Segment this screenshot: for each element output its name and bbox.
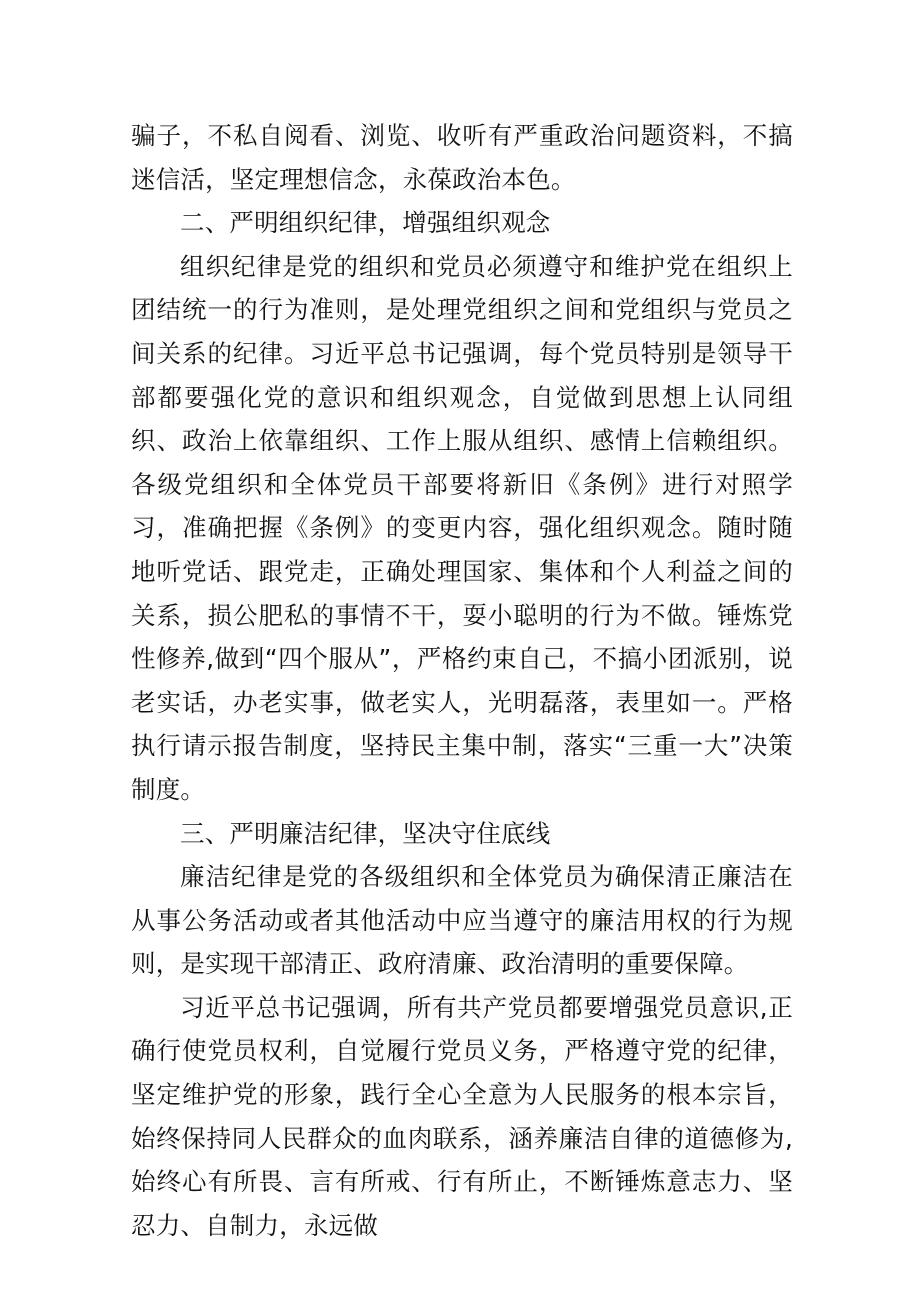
paragraph-organization-discipline: 组织纪律是党的组织和党员必须遵守和维护党在组织上团结统一的行为准则，是处理党组织之间和党组织与党员之间关系的纪律。习近平总书记强调，每个党员特别是领导干部都要强化党的意识和组织观念，自觉做到思想上认同组织、政治上依靠组织、工作上服从组织、感情上信赖组织。各级党组织和全体党员干部要将新旧《条例》进行对照学习，准确把握《条例》的变更内容，强化组织观念。随时随地听党话、跟党走，正确处理国家、集体和个人利益之间的关系，损公肥私的事情不干，耍小聪明的行为不做。锤炼党性修养,做到“四个服从”，严格约束自己，不搞小团派别，说老实话，办老实事，做老实人，光明磊落，表里如一。严格执行请示报告制度，坚持民主集中制，落实“三重一大”决策制度。 xyxy=(131,251,793,804)
document-body xyxy=(131,114,793,1247)
paragraph-integrity-requirements: 习近平总书记强调，所有共产党员都要增强党员意识,正确行使党员权利，自觉履行党员义务，严格遵守党的纪律，坚定维护党的形象，践行全心全意为人民服务的根本宗旨，始终保持同人民群众的血肉联系，涵养廉洁自律的道德修为,始终心有所畏、言有所戒、行有所止，不断锤炼意志力、坚忍力、自制力，永远做 xyxy=(131,992,793,1240)
section-heading-organization-discipline: 二、严明组织纪律，增强组织观念 xyxy=(180,208,551,238)
paragraph-integrity-definition: 廉洁纪律是党的各级组织和全体党员为确保清正廉洁在从事公务活动或者其他活动中应当遵守的廉洁用权的行为规则，是实现干部清正、政府清廉、政治清明的重要保障。 xyxy=(131,862,793,979)
section-heading-integrity-discipline: 三、严明廉洁纪律，坚决守住底线 xyxy=(180,818,551,848)
paragraph-continuation: 骗子，不私自阅看、浏览、收听有严重政治问题资料，不搞迷信活，坚定理想信念，永葆政治本色。 xyxy=(131,121,793,194)
